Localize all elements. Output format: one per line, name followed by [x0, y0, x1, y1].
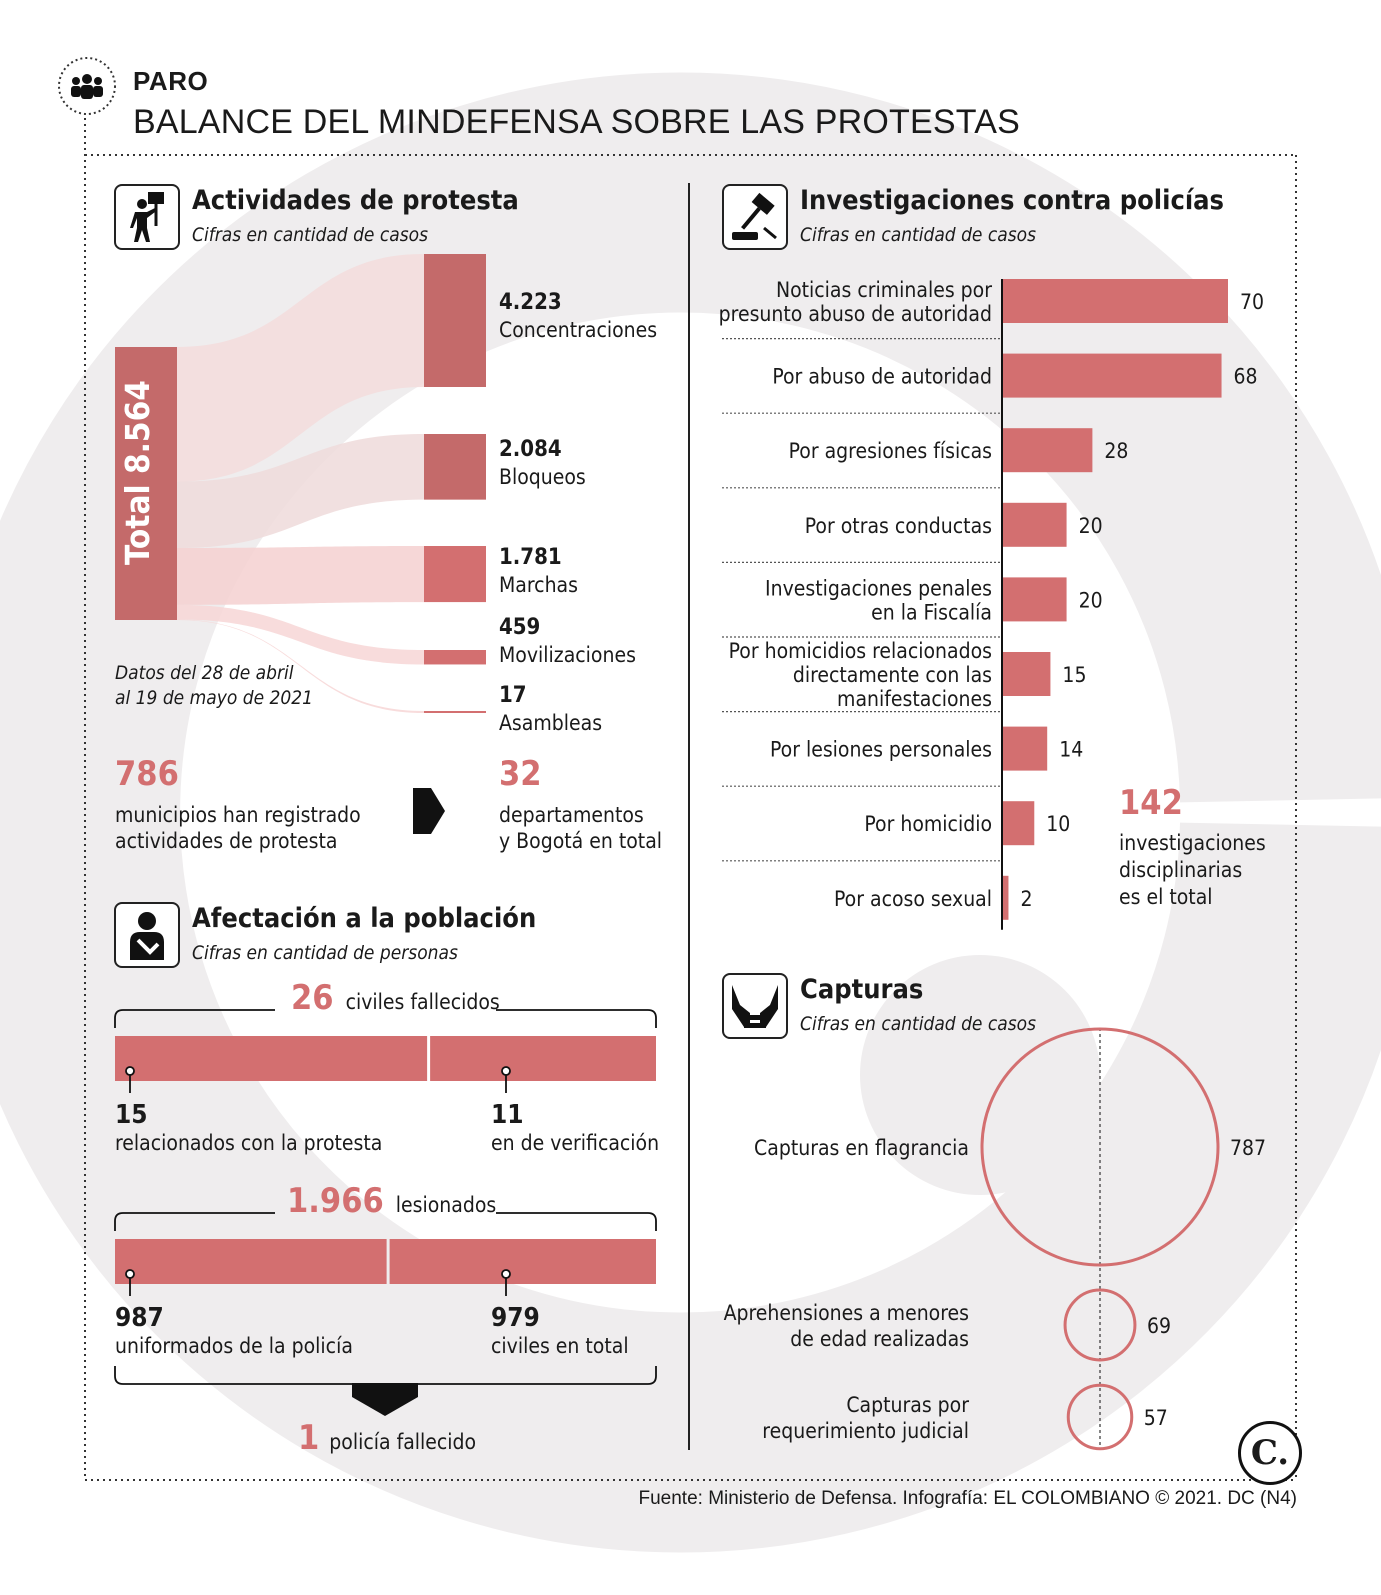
- protester-icon-box: [114, 184, 180, 250]
- fallecidos-b-value: 11: [491, 1100, 524, 1130]
- municipios-text-1: municipios han registrado: [115, 803, 361, 827]
- investigation-bar: [1002, 652, 1050, 696]
- fallecidos-heading: [283, 978, 508, 1018]
- lesionados-a-value: 987: [115, 1303, 164, 1333]
- activities-subtitle: Cifras en cantidad de casos: [192, 224, 429, 246]
- sankey-value-label: 17: [499, 683, 527, 708]
- investigation-bar: [1002, 279, 1228, 323]
- stack-segment-a: [115, 1036, 427, 1081]
- investigation-category-label: Por homicidios relacionados: [728, 639, 992, 663]
- investigation-category-label: Por abuso de autoridad: [772, 364, 992, 389]
- investigation-category-label: Por acoso sexual: [834, 886, 992, 911]
- lesionados-heading: [279, 1181, 504, 1221]
- fallecidos-b-label: en de verificación: [491, 1131, 660, 1155]
- investigation-category-label: Noticias criminales por: [775, 278, 992, 302]
- investigations-subtitle: Cifras en cantidad de casos: [800, 224, 1037, 246]
- lesionados-value: 1.966: [287, 1181, 384, 1221]
- investigation-value-label: 70: [1240, 290, 1265, 314]
- departamentos-value: 32: [499, 754, 542, 794]
- population-title: Afectación a la población: [192, 903, 537, 934]
- sankey-category-label: Marchas: [499, 573, 578, 597]
- investigation-value-label: 68: [1233, 364, 1258, 389]
- investigation-category-label: Por otras conductas: [804, 513, 992, 538]
- sankey-category-label: Asambleas: [499, 711, 603, 735]
- sankey-node-movilizaciones: [424, 650, 486, 664]
- date-note-1: Datos del 28 de abril: [115, 662, 294, 684]
- source-note: Fuente: Ministerio de Defensa. Infografía: EL COLOMBIANO © 2021. DC (N4): [638, 1488, 1297, 1509]
- investigation-bar: [1002, 503, 1067, 547]
- investigation-value-label: 2: [1020, 886, 1033, 911]
- investigation-category-label: Por lesiones personales: [770, 737, 992, 762]
- investigation-category-label: Por agresiones físicas: [788, 439, 992, 464]
- investigation-bar: [1002, 428, 1092, 472]
- population-subtitle: Cifras en cantidad de personas: [192, 942, 458, 964]
- investigation-category-label: Por homicidio: [864, 812, 992, 837]
- sankey-node-asambleas: [424, 711, 486, 713]
- fallecidos-value: 26: [291, 978, 334, 1018]
- capture-category-label: Aprehensiones a menores: [723, 1301, 969, 1325]
- policia-label: policía fallecido: [329, 1430, 477, 1454]
- fallecidos-label: civiles fallecidos: [345, 990, 500, 1014]
- capture-value-label: 787: [1230, 1136, 1267, 1160]
- pin-head: [126, 1067, 134, 1075]
- municipios-text-2: actividades de protesta: [115, 829, 338, 853]
- investigations-total-text-1: investigaciones: [1119, 831, 1266, 855]
- lesionados-b-label: civiles en total: [491, 1334, 629, 1358]
- page-title: BALANCE DEL MINDEFENSA SOBRE LAS PROTESTAS: [133, 103, 1020, 141]
- investigation-category-label: directamente con las: [792, 663, 992, 687]
- fallecidos-a-label: relacionados con la protesta: [115, 1131, 383, 1155]
- injured-icon-box: [114, 902, 180, 968]
- investigation-bar: [1002, 354, 1222, 398]
- capture-value-label: 57: [1143, 1406, 1168, 1430]
- sankey-total-label: [118, 505, 148, 565]
- investigation-category-label: en la Fiscalía: [871, 600, 992, 625]
- sankey-node-bloqueos: [424, 434, 486, 500]
- sankey-chart: [100, 250, 500, 730]
- sankey-value-label: 459: [499, 615, 541, 640]
- investigations-total-text-2: disciplinarias: [1119, 858, 1243, 882]
- captures-subtitle: Cifras en cantidad de casos: [800, 1013, 1037, 1035]
- capture-category-label: Capturas en flagrancia: [754, 1136, 969, 1160]
- investigation-value-label: 20: [1078, 588, 1103, 613]
- capture-category-label: requerimiento judicial: [762, 1419, 969, 1443]
- investigations-total-text-3: es el total: [1119, 885, 1213, 909]
- investigations-title: Investigaciones contra policías: [800, 185, 1225, 216]
- stack-segment-b: [430, 1036, 656, 1081]
- investigation-bar: [1002, 577, 1067, 621]
- protester-icon: [116, 186, 178, 248]
- investigation-category-label: Investigaciones penales: [765, 576, 992, 601]
- investigation-value-label: 10: [1046, 812, 1071, 837]
- investigation-category-label: manifestaciones: [837, 687, 992, 711]
- sankey-category-label: Bloqueos: [499, 465, 586, 489]
- logo-letter: C.: [1250, 1433, 1290, 1473]
- kicker: PARO: [133, 66, 209, 96]
- gavel-icon: [724, 186, 786, 248]
- pin-head: [502, 1067, 510, 1075]
- investigation-bar: [1002, 727, 1047, 771]
- gavel-icon-box: [722, 184, 788, 250]
- sankey-node-marchas: [424, 546, 486, 602]
- stack-segment-b: [390, 1239, 656, 1284]
- capture-category-label: Capturas por: [846, 1393, 969, 1417]
- sankey-flow-movilizaciones: [177, 605, 424, 665]
- activities-title: Actividades de protesta: [192, 185, 519, 216]
- bottom-bracket: [115, 1366, 656, 1384]
- lesionados-a-label: uniformados de la policía: [115, 1334, 353, 1358]
- policia-fallecido: [298, 1418, 476, 1458]
- fallecidos-a-value: 15: [115, 1100, 148, 1130]
- departamentos-text-1: departamentos: [499, 803, 644, 827]
- injured-person-icon: [116, 904, 178, 966]
- sankey-value-label: 4.223: [499, 290, 562, 315]
- investigation-value-label: 20: [1078, 513, 1103, 538]
- pin-head: [126, 1270, 134, 1278]
- el-colombiano-logo: [1238, 1421, 1302, 1485]
- capture-value-label: 69: [1146, 1314, 1171, 1338]
- pin-head: [502, 1270, 510, 1278]
- sankey-value-label: 1.781: [499, 545, 562, 570]
- municipios-value: 786: [115, 754, 179, 794]
- sankey-node-concentraciones: [424, 254, 486, 387]
- investigation-value-label: 15: [1062, 663, 1087, 687]
- departamentos-text-2: y Bogotá en total: [499, 829, 663, 853]
- capture-category-label: de edad realizadas: [790, 1327, 969, 1351]
- sankey-category-label: Movilizaciones: [499, 643, 636, 667]
- lesionados-b-value: 979: [491, 1303, 540, 1333]
- sankey-flow-marchas: [177, 546, 424, 605]
- investigations-total-value: 142: [1119, 783, 1183, 823]
- captures-title: Capturas: [800, 974, 924, 1005]
- investigation-value-label: 28: [1104, 439, 1129, 464]
- investigation-category-label: presunto abuso de autoridad: [718, 302, 992, 326]
- stack-segment-a: [115, 1239, 387, 1284]
- investigation-value-label: 14: [1059, 737, 1084, 762]
- policia-value: 1: [298, 1418, 320, 1458]
- lesionados-label: lesionados: [395, 1193, 497, 1217]
- sankey-value-label: 2.084: [499, 437, 562, 462]
- investigation-bar: [1002, 801, 1034, 845]
- arrow-right-icon: [413, 778, 447, 844]
- arrow-down-icon: [352, 1383, 418, 1417]
- sankey-category-label: Concentraciones: [499, 318, 658, 342]
- captures-bubble-chart: [700, 1020, 1290, 1460]
- date-note-2: al 19 de mayo de 2021: [115, 687, 314, 709]
